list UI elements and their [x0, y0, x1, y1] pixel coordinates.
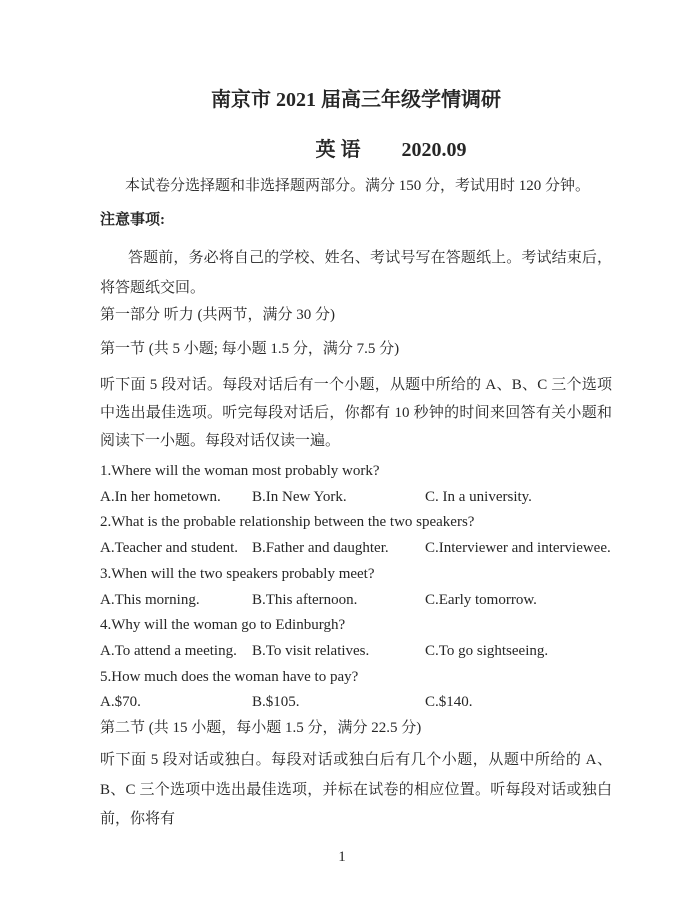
option-a: A.This morning. — [100, 591, 200, 608]
option-a: A.To attend a meeting. — [100, 642, 237, 659]
notice-body: 答题前，务必将自己的学校、姓名、考试号写在答题纸上。考试结束后，将答题纸交回。 — [100, 250, 612, 296]
subject-line — [135, 138, 647, 162]
question-1 — [100, 459, 612, 510]
option-b: B.$105. — [252, 694, 300, 711]
option-a: A.$70. — [100, 694, 141, 711]
question-options — [100, 690, 612, 716]
option-a: A.Teacher and student. — [100, 540, 239, 557]
option-c: C.Early tomorrow. — [425, 591, 537, 608]
option-b: B.In New York. — [252, 488, 347, 505]
question-options — [100, 485, 612, 511]
question-2 — [100, 510, 612, 561]
question-text: 2.What is the probable relationship between the two speakers? — [100, 514, 475, 531]
exam-date: 2020.09 — [401, 139, 467, 161]
question-list — [100, 459, 612, 716]
page-number: 1 — [338, 849, 346, 865]
section1-heading: 第一节 (共 5 小题; 每小题 1.5 分，满分 7.5 分) — [100, 341, 400, 357]
question-5 — [100, 665, 612, 716]
section1-instructions: 听下面 5 段对话。每段对话后有一个小题，从题中所给的 A、B、C 三个选项中选出最佳选项。听完每段对话后，你都有 10 秒钟的时间来回答有关小题和阅读下一小题。每段对话仅读一遍。 — [100, 377, 612, 449]
question-text: 5.How much does the woman have to pay? — [100, 668, 359, 685]
exam-info: 本试卷分选择题和非选择题两部分。满分 150 分，考试用时 120 分钟。 — [125, 178, 591, 194]
question-text: 1.Where will the woman most probably work? — [100, 463, 380, 479]
part1-heading: 第一部分 听力 (共两节，满分 30 分) — [100, 307, 335, 323]
option-c: C.$140. — [425, 694, 473, 711]
option-c: C.To go sightseeing. — [425, 642, 549, 659]
notice-heading: 注意事项: — [100, 212, 165, 228]
page-title: 南京市 2021 届高三年级学情调研 — [211, 89, 501, 111]
question-4 — [100, 613, 612, 664]
option-c: C. In a university. — [425, 488, 532, 505]
question-text: 3.When will the two speakers probably meet? — [100, 565, 375, 582]
question-options — [100, 536, 612, 562]
section2-instructions: 听下面 5 段对话或独白。每段对话或独白后有几个小题，从题中所给的 A、B、C 三个选项中选出最佳选项，并标在试卷的相应位置。听每段对话或独白前，你将有 — [100, 752, 612, 828]
section2-heading: 第二节 (共 15 小题，每小题 1.5 分，满分 22.5 分) — [100, 720, 422, 737]
option-b: B.Father and daughter. — [252, 540, 389, 557]
option-a: A.In her hometown. — [100, 488, 221, 505]
option-b: B.This afternoon. — [252, 591, 358, 608]
question-options — [100, 639, 612, 665]
option-b: B.To visit relatives. — [252, 642, 370, 659]
question-text: 4.Why will the woman go to Edinburgh? — [100, 617, 346, 634]
question-3 — [100, 562, 612, 613]
subject-name: 英 语 — [315, 139, 361, 161]
option-c: C.Interviewer and interviewee. — [425, 540, 611, 557]
question-options — [100, 588, 612, 614]
